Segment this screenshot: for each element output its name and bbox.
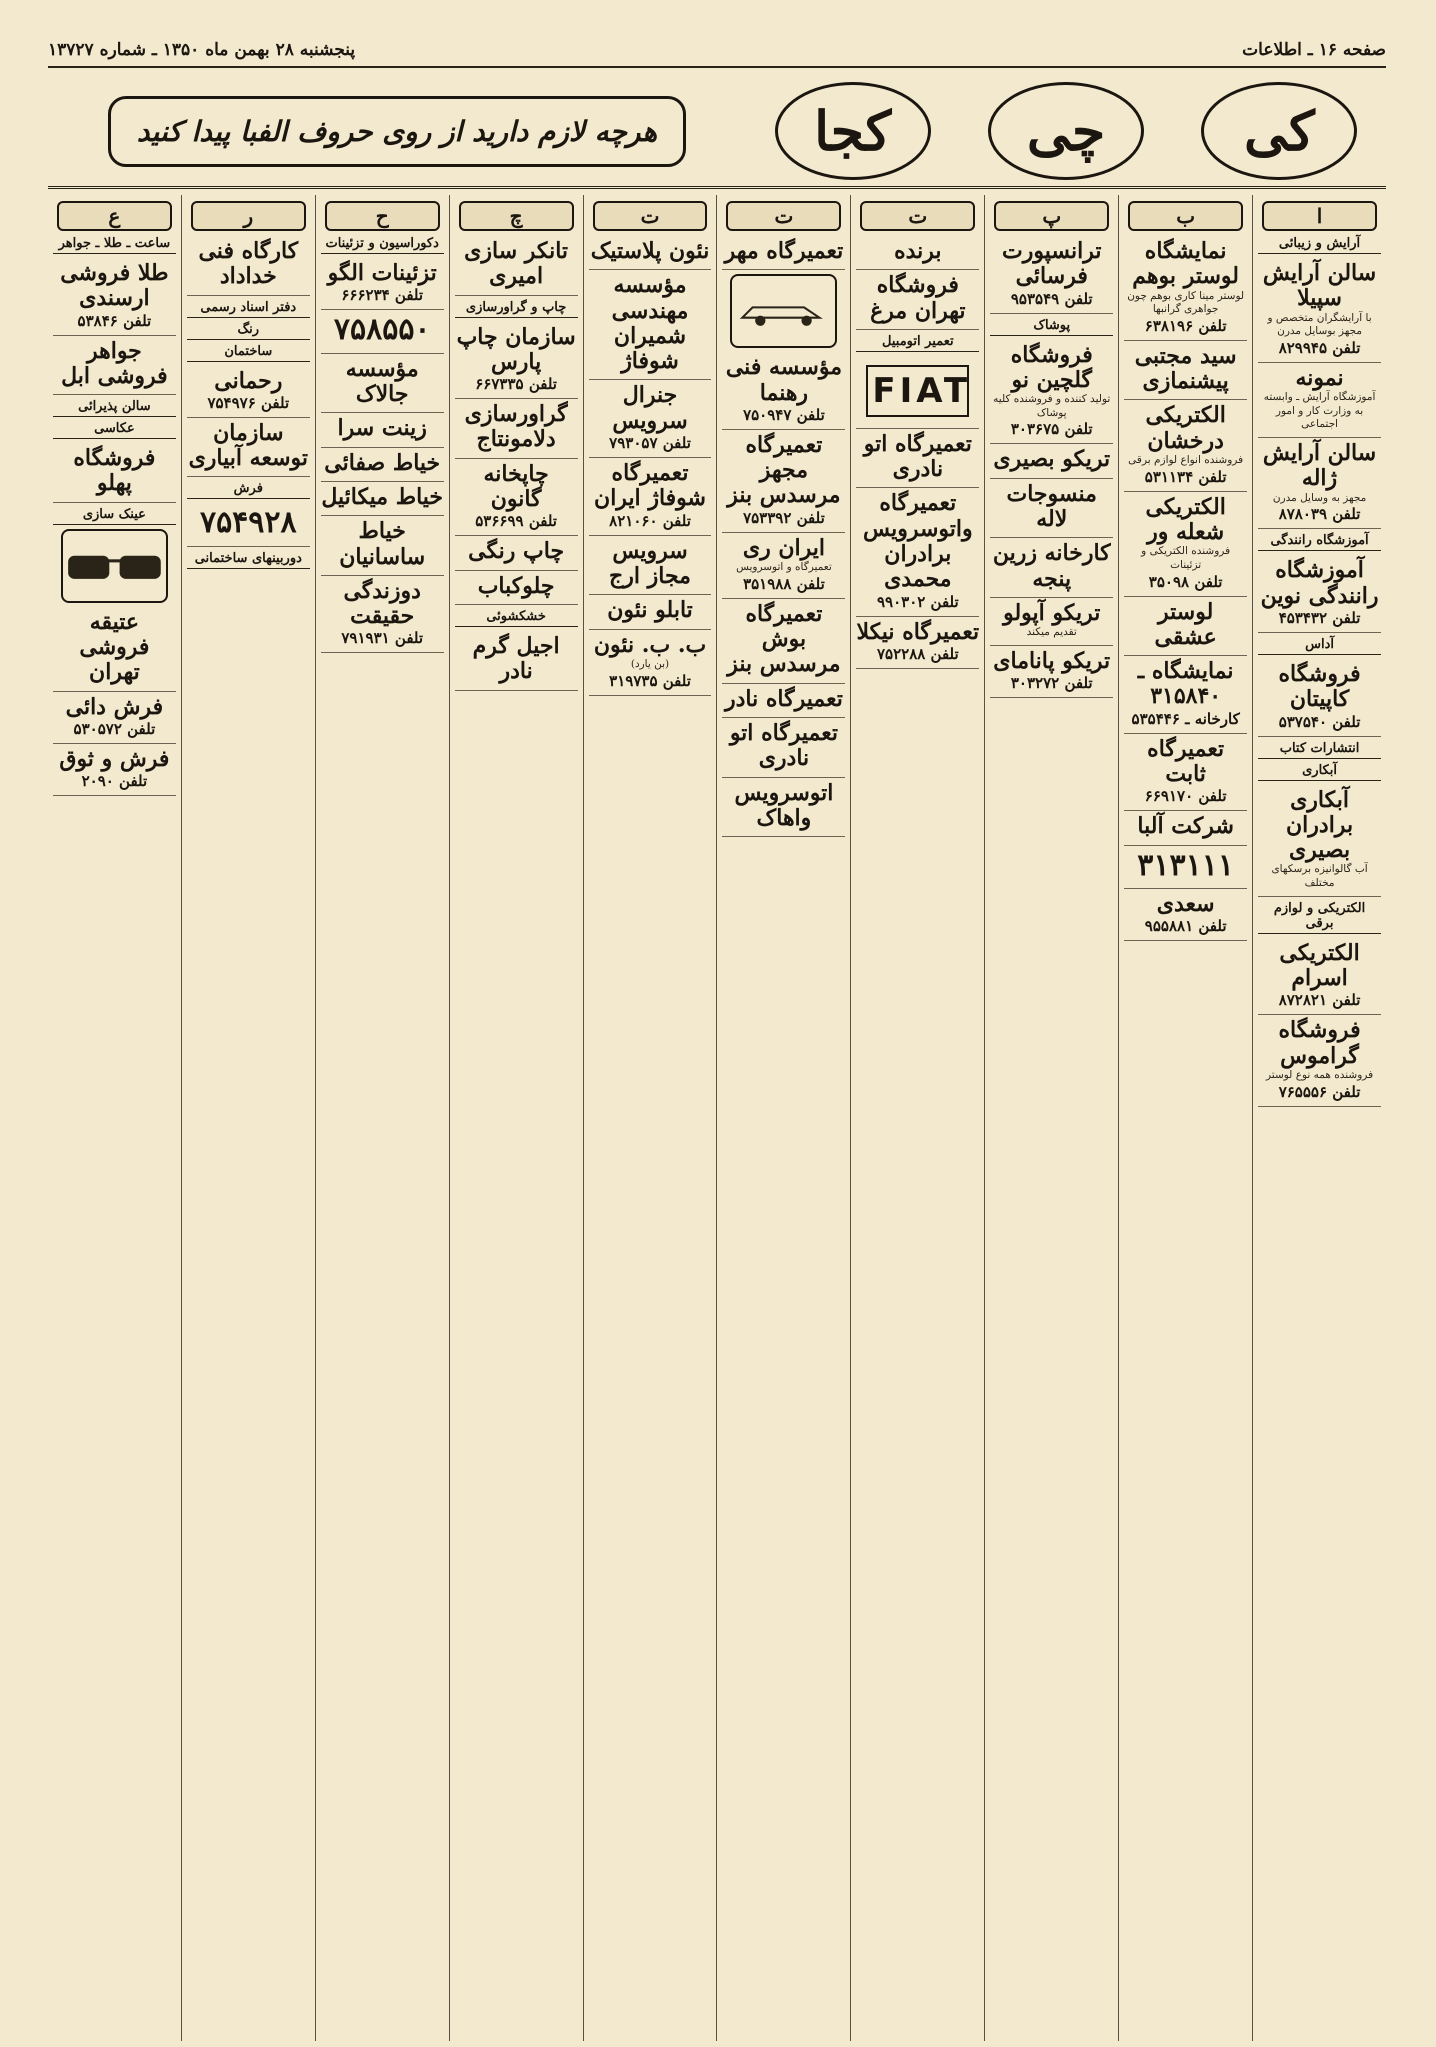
category-heading: رنگ bbox=[187, 322, 310, 340]
ad-title: تعمیرگاه نیکلا bbox=[856, 618, 980, 645]
column-10 bbox=[48, 195, 181, 2041]
bubble-chi: چی bbox=[988, 82, 1144, 180]
ad-phone: تلفن ۵۳۷۵۴۰ bbox=[1278, 712, 1361, 731]
ad-phone: تلفن ۳۰۳۲۷۲ bbox=[1010, 674, 1093, 693]
ad-body: لوستر مینا کاری بوهم چون جواهری گرانبها bbox=[1127, 289, 1245, 316]
vehicle-illustration bbox=[730, 274, 837, 348]
classified-ad bbox=[1258, 363, 1381, 438]
alphabet-letter-box: ت bbox=[726, 201, 841, 231]
classified-ad bbox=[1124, 400, 1247, 491]
ad-title: سرویس مجاز ارج bbox=[609, 537, 691, 589]
classified-ad bbox=[856, 356, 979, 429]
column-2 bbox=[1118, 195, 1252, 2041]
ad-title: فروشگاه گلچین نو bbox=[1010, 341, 1093, 393]
ad-body: آب گالوانیزه برسکهای مختلف bbox=[1271, 863, 1368, 890]
alphabet-letter-box: ر bbox=[191, 201, 306, 231]
ad-title: فرش دائی bbox=[65, 693, 164, 720]
ad-title: خیاط صفائی bbox=[324, 449, 441, 476]
classified-ad bbox=[321, 258, 444, 310]
classified-ad bbox=[455, 322, 578, 400]
ad-title: تعمیرگاه اتو نادری bbox=[863, 430, 972, 483]
motto-text: هرچه لازم دارید از روی حروف الفبا پیدا کنید bbox=[108, 96, 686, 167]
ad-body: (بن یارد) bbox=[630, 657, 670, 670]
classified-ad bbox=[722, 236, 845, 270]
ad-phone: تلفن ۷۹۳۰۵۷ bbox=[609, 434, 691, 453]
alphabet-letter-box: ب bbox=[1128, 201, 1243, 231]
category-heading: فرش bbox=[187, 481, 310, 499]
classified-ad bbox=[722, 533, 845, 599]
classified-ad bbox=[187, 366, 310, 418]
classified-ad bbox=[1124, 734, 1247, 812]
ad-title: فروشگاه گراموس bbox=[1278, 1017, 1361, 1069]
ad-title: تعمیرگاه واتوسرویس برادران محمدی bbox=[863, 490, 973, 593]
ad-title: کارخانه زرین پنجه bbox=[992, 540, 1111, 592]
ad-body: مجهز به وسایل مدرن bbox=[1272, 491, 1367, 504]
classified-ad bbox=[1124, 492, 1247, 597]
ad-phone: تلفن ۹۹۰۳۰۲ bbox=[876, 592, 959, 611]
ad-phone: تلفن ۳۱۹۷۳۵ bbox=[609, 671, 691, 690]
classified-ad bbox=[589, 536, 712, 596]
category-heading: دکوراسیون و تزئینات bbox=[321, 236, 444, 254]
classified-ad bbox=[990, 236, 1113, 314]
ad-title: چاپخانه گانون bbox=[483, 460, 549, 513]
ad-title: سعدی bbox=[1156, 891, 1215, 918]
ad-phone: تلفن ۹۵۳۵۴۹ bbox=[1010, 289, 1093, 308]
ad-title: کارگاه فنی خداداد bbox=[198, 238, 299, 290]
classified-ad bbox=[455, 536, 578, 570]
ad-phone: تلفن ۷۵۴۹۷۶ bbox=[207, 393, 290, 412]
ad-title: نئون پلاستیک bbox=[590, 238, 710, 264]
ad-title: نمونه bbox=[1295, 364, 1344, 391]
ad-title: آبکاری برادران بصیری bbox=[1286, 786, 1354, 864]
ad-title: فروشگاه پهلو bbox=[73, 445, 156, 497]
classified-banner bbox=[48, 76, 1386, 189]
ad-title: سید مجتبی پیشنمازی bbox=[1134, 342, 1237, 395]
ad-title: دوزندگی حقیقت bbox=[343, 577, 421, 630]
classified-ad bbox=[1124, 811, 1247, 845]
ad-title: ترانسپورت فرسائی bbox=[1002, 238, 1102, 290]
ad-phone: تلفن ۶۶۹۱۷۰ bbox=[1144, 787, 1227, 806]
alphabet-letter-box: پ bbox=[994, 201, 1109, 231]
classified-ad bbox=[321, 310, 444, 354]
category-heading: چاپ و گراورسازی bbox=[455, 300, 578, 318]
ad-title: تریکو پانامای bbox=[993, 647, 1111, 674]
ad-title: ب. ب. نئون bbox=[593, 631, 707, 658]
ad-title: خیاط میکائیل bbox=[321, 483, 444, 510]
category-heading: سالن پذیرائی bbox=[53, 399, 176, 417]
category-heading: ساعت ـ طلا ـ جواهر bbox=[53, 236, 176, 254]
ad-phone: تلفن ۲۰۹۰ bbox=[81, 772, 148, 791]
masthead-page-label: صفحه ۱۶ ـ اطلاعات bbox=[1242, 40, 1386, 60]
alphabet-letter-box: ت bbox=[593, 201, 708, 231]
ad-phone: تلفن ۶۳۸۱۹۶ bbox=[1144, 316, 1227, 335]
classified-ad bbox=[1258, 1015, 1381, 1106]
classified-ad bbox=[53, 443, 176, 503]
column-6 bbox=[583, 195, 717, 2041]
ad-title: لوستر عشقی bbox=[1154, 598, 1217, 650]
ad-title: تعمیرگاه نادر bbox=[725, 685, 843, 712]
category-heading: ساختمان bbox=[187, 344, 310, 362]
ad-title: مؤسسه مهندسی شمیران شوفاژ bbox=[611, 272, 689, 375]
ad-title: تعمیرگاه ثابت bbox=[1147, 735, 1225, 788]
classified-ad bbox=[990, 598, 1113, 646]
classified-ad bbox=[1258, 938, 1381, 1016]
ad-title: برنده bbox=[894, 238, 942, 264]
ad-title: تعمیرگاه مهر bbox=[724, 238, 844, 264]
ad-title: فروشگاه تهران مرغ bbox=[870, 272, 966, 324]
ad-title: سالن آرایش ژاله bbox=[1262, 440, 1377, 492]
banner-motto bbox=[48, 76, 746, 186]
ad-phone: تلفن ۷۶۵۵۵۶ bbox=[1278, 1082, 1361, 1101]
classified-ad bbox=[53, 258, 176, 336]
ad-phone: تلفن ۹۵۵۸۸۱ bbox=[1144, 917, 1227, 936]
ad-phone: تلفن ۵۳۰۵۷۲ bbox=[73, 719, 156, 738]
classified-ad bbox=[990, 340, 1113, 445]
classified-ad bbox=[990, 479, 1113, 539]
classified-ad bbox=[53, 336, 176, 396]
ad-phone: تلفن ۳۵۱۹۸۸ bbox=[743, 574, 825, 593]
alphabet-letter-box: ح bbox=[325, 201, 440, 231]
ad-phone: تلفن ۸۲۱۰۶۰ bbox=[609, 511, 691, 530]
classified-ad bbox=[856, 617, 979, 669]
ad-body: تعمیرگاه و اتوسرویس bbox=[736, 561, 832, 574]
masthead bbox=[48, 40, 1386, 68]
ad-title: سالن آرایش سپیلا bbox=[1262, 260, 1377, 312]
ad-phone: تلفن ۸۲۹۹۴۵ bbox=[1278, 338, 1361, 357]
ad-title: تریکو آپولو bbox=[1003, 599, 1101, 626]
ad-body: تقدیم میکند bbox=[1026, 626, 1077, 639]
category-heading: انتشارات کتاب bbox=[1258, 741, 1381, 759]
ad-title: نمایشگاه ـ ۳۱۵۸۴۰ bbox=[1137, 658, 1234, 710]
classified-ad bbox=[187, 236, 310, 296]
category-heading: عینک سازی bbox=[53, 507, 176, 525]
ad-title: رحمانی bbox=[214, 367, 283, 394]
category-heading: آرایش و زیبائی bbox=[1258, 236, 1381, 254]
classified-ad bbox=[856, 270, 979, 330]
ad-title: خیاط ساسانیان bbox=[339, 518, 426, 570]
ad-title: مؤسسه فنی رهنما bbox=[725, 354, 842, 406]
alphabet-letter-box: ا bbox=[1262, 201, 1377, 231]
classified-ad bbox=[53, 692, 176, 744]
classified-ad bbox=[1124, 846, 1247, 890]
classified-ad bbox=[990, 538, 1113, 598]
classified-ad bbox=[990, 444, 1113, 478]
ad-phone: تلفن ۳۰۳۶۷۵ bbox=[1010, 420, 1093, 439]
ad-phone: تلفن ۴۵۳۴۳۲ bbox=[1278, 608, 1361, 627]
category-heading: دوربینهای ساختمانی bbox=[187, 551, 310, 569]
classified-ad bbox=[53, 744, 176, 796]
ad-title: تانکر سازی امیری bbox=[464, 238, 569, 290]
classified-ad bbox=[321, 354, 444, 414]
category-heading: عکاسی bbox=[53, 421, 176, 439]
classified-ad bbox=[856, 236, 979, 270]
category-heading: خشکشوئی bbox=[455, 609, 578, 627]
category-heading: آداس bbox=[1258, 637, 1381, 655]
classified-ad bbox=[1258, 555, 1381, 633]
alphabet-letter-box: چ bbox=[459, 201, 574, 231]
category-heading: دفتر اسناد رسمی bbox=[187, 300, 310, 318]
ad-title: اجیل گرم نادر bbox=[472, 632, 560, 685]
ad-body: فروشنده الکتریکی و تزئینات bbox=[1141, 545, 1231, 571]
classified-ad bbox=[722, 599, 845, 684]
classified-ad bbox=[589, 630, 712, 696]
bubble-koja: کجا bbox=[775, 82, 931, 180]
classified-ad bbox=[722, 718, 845, 778]
classified-ad bbox=[589, 595, 712, 629]
ad-phone: تلفن ۵۳۸۴۶ bbox=[77, 311, 152, 330]
fiat-logo: FIAT bbox=[866, 365, 969, 417]
classified-ad bbox=[1124, 889, 1247, 941]
category-heading: پوشاک bbox=[990, 318, 1113, 336]
classified-ad bbox=[589, 270, 712, 380]
ad-title: شرکت آلبا bbox=[1137, 813, 1234, 840]
ad-title: تعمیرگاه بوش مرسدس بنز bbox=[727, 600, 841, 678]
ad-title: تعمیرگاه اتو نادری bbox=[729, 719, 839, 772]
ad-body: آموزشگاه آرایش ـ وابسته به وزارت کار و امور اجتماعی bbox=[1263, 391, 1376, 431]
classified-ad bbox=[321, 482, 444, 516]
ad-phone: تلفن ۸۷۸۰۳۹ bbox=[1278, 505, 1361, 524]
sunglasses-illustration bbox=[61, 529, 168, 603]
ad-title: فرش و ثوق bbox=[59, 745, 170, 772]
ad-phone: تلفن ۷۵۳۳۹۲ bbox=[743, 508, 825, 527]
classified-ad bbox=[1124, 236, 1247, 341]
classified-ad bbox=[187, 503, 310, 547]
category-heading: آموزشگاه رانندگی bbox=[1258, 533, 1381, 551]
ad-title: جنرال سرویس bbox=[612, 382, 688, 434]
ad-title: سازمان توسعه آبیاری bbox=[188, 419, 308, 472]
column-3 bbox=[984, 195, 1118, 2041]
category-heading: الکتریکی و لوازم برقی bbox=[1258, 901, 1381, 934]
ad-title: الکتریکی درخشان bbox=[1145, 402, 1226, 454]
ad-title: الکتریکی اسرام bbox=[1279, 939, 1360, 991]
alphabet-letter-box: ع bbox=[57, 201, 172, 231]
classified-ad bbox=[455, 399, 578, 459]
ad-phone: تلفن ۳۵۰۹۸ bbox=[1148, 572, 1223, 591]
ad-title: چلوکباب bbox=[477, 572, 555, 599]
classified-ad bbox=[1258, 785, 1381, 897]
classified-ad bbox=[1258, 258, 1381, 363]
category-heading: آبکاری bbox=[1258, 763, 1381, 781]
classified-ad bbox=[1258, 659, 1381, 737]
classified-ad bbox=[321, 576, 444, 654]
classified-ad bbox=[856, 488, 979, 616]
ad-title: ۷۵۴۹۲۸ bbox=[199, 505, 297, 541]
ad-title: الکتریکی شعله ور bbox=[1145, 493, 1226, 545]
ad-title: آموزشگاه رانندگی نوین bbox=[1260, 557, 1379, 609]
ad-phone: تلفن ۷۹۱۹۳۱ bbox=[341, 629, 424, 648]
classified-ad bbox=[589, 458, 712, 536]
classified-ad bbox=[455, 459, 578, 537]
column-4 bbox=[850, 195, 984, 2041]
bubble-ki: کی bbox=[1201, 82, 1357, 180]
category-heading: تعمیر اتومبیل bbox=[856, 334, 979, 352]
ad-title: گراورسازی دلامونتاج bbox=[464, 401, 568, 453]
classified-ad bbox=[1124, 341, 1247, 401]
ad-title: طلا فروشی ارسندی bbox=[60, 260, 169, 312]
column-7 bbox=[449, 195, 583, 2041]
classified-ad bbox=[589, 236, 712, 270]
alphabet-letter-box: ت bbox=[860, 201, 975, 231]
classified-columns bbox=[48, 195, 1386, 2041]
ad-title: نمایشگاه لوستر بوهم bbox=[1132, 238, 1239, 290]
ad-phone: تلفن ۵۳۶۶۹۹ bbox=[475, 512, 557, 531]
classified-ad bbox=[321, 413, 444, 447]
classified-ad bbox=[990, 646, 1113, 698]
ad-title: تابلو نئون bbox=[607, 597, 693, 624]
ad-title: منسوجات لاله bbox=[1006, 480, 1097, 533]
banner-bubbles bbox=[746, 76, 1386, 186]
ad-phone: تلفن ۵۳۱۱۳۴ bbox=[1144, 467, 1227, 486]
ad-title: ۷۵۸۵۵۰ bbox=[333, 312, 431, 348]
masthead-date: پنجشنبه ۲۸ بهمن ماه ۱۳۵۰ ـ شماره ۱۳۷۲۷ bbox=[48, 40, 356, 60]
ad-body: تولید کننده و فروشنده کلیه پوشاک bbox=[993, 393, 1111, 419]
column-9 bbox=[181, 195, 315, 2041]
classified-ad bbox=[1258, 438, 1381, 529]
ad-title: چاپ رنگی bbox=[468, 538, 565, 565]
ad-phone: تلفن ۷۵۲۲۸۸ bbox=[876, 644, 959, 663]
column-5 bbox=[716, 195, 850, 2041]
ad-title: مؤسسه جالاک bbox=[345, 355, 419, 408]
column-8 bbox=[315, 195, 449, 2041]
classified-ad bbox=[589, 380, 712, 458]
ad-body: با آرایشگران متخصص و مجهز بوسایل مدرن bbox=[1267, 311, 1372, 338]
classified-ad bbox=[321, 448, 444, 482]
ad-title: فروشگاه کاپیتان bbox=[1278, 660, 1361, 713]
ad-title: تریکو بصیری bbox=[993, 446, 1111, 473]
classified-ad bbox=[455, 571, 578, 605]
classified-ad bbox=[722, 352, 845, 430]
ad-phone: تلفن ۷۵۰۹۴۷ bbox=[743, 405, 825, 424]
ad-title: جواهر فروشی ابل bbox=[61, 337, 168, 389]
classified-ad bbox=[455, 631, 578, 691]
ad-phone: کارخانه ـ ۵۳۵۴۴۶ bbox=[1131, 709, 1240, 728]
classified-ad bbox=[722, 430, 845, 533]
ad-title: اتوسرویس واهاک bbox=[734, 779, 834, 831]
column-1 bbox=[1252, 195, 1386, 2041]
ad-title: تعمیرگاه مجهز مرسدس بنز bbox=[727, 431, 841, 509]
classified-ad bbox=[187, 418, 310, 478]
ad-body: فروشنده انواع لوازم برقی bbox=[1128, 454, 1244, 467]
ad-title: زینت سرا bbox=[337, 415, 427, 442]
classified-ad bbox=[722, 684, 845, 718]
ad-title: عتیقه فروشی تهران bbox=[79, 608, 150, 686]
ad-title: تعمیرگاه شوفاژ ایران bbox=[594, 460, 706, 512]
classified-ad bbox=[856, 429, 979, 489]
sunglasses-icon bbox=[63, 531, 166, 601]
ad-body: فروشنده همه نوع لوستر bbox=[1265, 1068, 1374, 1081]
ad-phone: تلفن ۸۷۲۸۲۱ bbox=[1278, 991, 1361, 1010]
classified-ad bbox=[455, 236, 578, 296]
ad-phone: تلفن ۶۶۷۳۳۵ bbox=[475, 375, 557, 394]
classified-ad bbox=[1124, 656, 1247, 734]
ad-title: ۳۱۳۱۱۱ bbox=[1137, 847, 1234, 883]
classified-ad bbox=[53, 607, 176, 692]
ad-title: سازمان چاپ پارس bbox=[456, 323, 576, 375]
car-icon bbox=[732, 276, 835, 346]
ad-title: ایران ری bbox=[742, 534, 825, 561]
classified-ad bbox=[722, 778, 845, 838]
ad-phone: تلفن ۶۶۶۲۳۴ bbox=[341, 286, 424, 305]
ad-title: تزئینات الگو bbox=[327, 260, 437, 286]
classified-ad bbox=[1124, 597, 1247, 657]
classified-ad bbox=[321, 516, 444, 576]
